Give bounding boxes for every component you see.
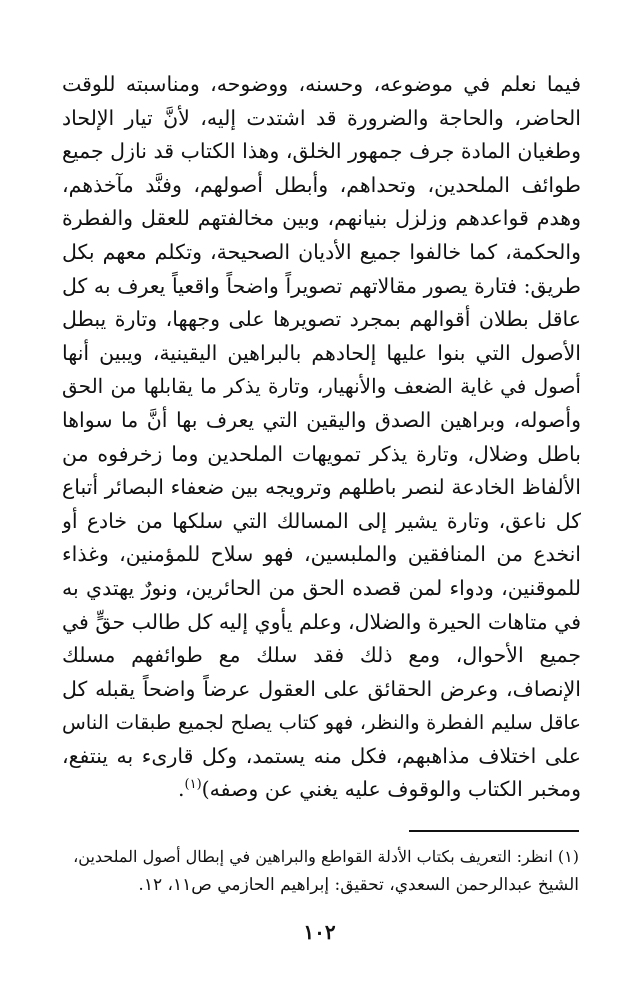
text-line: على اختلاف مذاهبهم، فكل منه يستمد، وكل قارىء به ينتفع، [62, 743, 581, 768]
page-number: ١٠٢ [303, 920, 336, 944]
text-line: في متاهات الحيرة والضلال، وعلم يأوي إليه كل طالب حقٍّ في [62, 609, 581, 634]
text-line: الإنصاف، وعرض الحقائق على العقول عرضاً واضحاً يقبله كل [62, 676, 581, 701]
text-line: الألفاظ الخادعة لنصر باطلهم وترويجه بين ضعفاء البصائر أتباع [62, 475, 581, 500]
text-line: عاقل سليم الفطرة والنظر، فهو كتاب يصلح لجميع طبقات الناس [62, 711, 581, 735]
footnotes [62, 842, 579, 900]
footnote-reference[interactable]: (١) [184, 777, 202, 793]
main-text [62, 68, 581, 807]
text-line: أصول في غاية الضعف والأنهيار، وتارة يذكر ما يقابلها من الحق [62, 374, 581, 399]
text-line: للموقنين، ودواء لمن قصده الحق من الحائرين، ونورٌ يهتدي به [62, 575, 581, 600]
text-line-last [62, 773, 581, 807]
text-line: جميع الأحوال، ومع ذلك فقد سلك مع طوائفهم مسلك [62, 643, 581, 668]
text-line: عاقل بطلان أقوالهم بمجرد تصويرها على وجهها، وتارة يبطل [62, 307, 581, 332]
text-line: طوائف الملحدين، وتحداهم، وأبطل أصولهم، وفنَّد مآخذهم، [62, 172, 581, 197]
text-line: الحاضر، والحاجة والضرورة قد اشتدت إليه، لأنَّ تيار الإلحاد [62, 105, 581, 130]
text-line: وأصوله، وبراهين الصدق واليقين التي يعرف بها أنَّ ما سواها [62, 407, 581, 432]
text-line: وطغيان المادة جرف جمهور الخلق، وهذا الكتاب قد نازل جميع [62, 139, 581, 164]
footnote-line: الشيخ عبدالرحمن السعدي، تحقيق: إبراهيم الحازمي ص١١، ١٢. [138, 875, 579, 895]
text-line: طريق: فتارة يصور مقالاتهم تصويراً واضحاً واقعياً يعرف به كل [62, 273, 581, 298]
text-line: الأصول التي بنوا عليها إلحادهم بالبراهين اليقينية، ويبين أنها [62, 340, 581, 365]
text-line: فيما نعلم في موضوعه، وحسنه، ووضوحه، ومناسبته للوقت [62, 72, 581, 96]
footnote-line: (١) انظر: التعريف بكتاب الأدلة القواطع والبراهين في إبطال أصول الملحدين، [73, 847, 579, 866]
last-line-end: . [177, 777, 185, 802]
text-line: باطل وضلال، وتارة يذكر تمويهات الملحدين وما زخرفوه من [62, 441, 581, 466]
last-line-text: ومخبر الكتاب والوقوف عليه يغني عن وصفه) [201, 777, 581, 802]
text-line: انخدع من المنافقين والملبسين، فهو سلاح للمؤمنين، وغذاء [62, 542, 581, 567]
text-line: والحكمة، كما خالفوا جميع الأديان الصحيحة، وتكلم معهم بكل [62, 239, 581, 264]
text-line: وهدم قواعدهم وزلزل بنيانهم، وبين مخالفتهم للعقل والفطرة [62, 206, 581, 231]
footnote-divider [409, 830, 579, 832]
text-line: كل ناعق، وتارة يشير إلى المسالك التي سلكها من خادع أو [62, 508, 581, 533]
